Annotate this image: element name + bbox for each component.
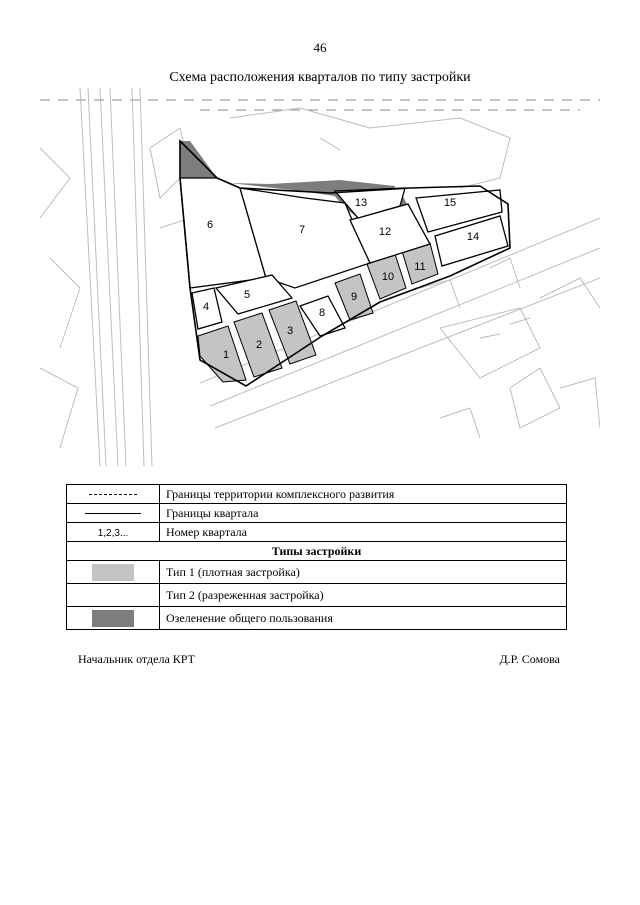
quarter-label-3: 3 (286, 325, 294, 337)
legend-symbol-solid (67, 504, 160, 523)
map-svg (40, 88, 600, 466)
quarters-map (40, 88, 600, 466)
legend-swatch-sparse (67, 584, 160, 607)
sparse-quarters (180, 178, 508, 336)
legend-row (67, 607, 567, 630)
quarter-label-5: 5 (243, 289, 251, 301)
legend-row (67, 561, 567, 584)
legend-label: Номер квартала (160, 523, 567, 542)
legend-label: Тип 2 (разреженная застройка) (160, 584, 567, 607)
quarter-label-13: 13 (354, 197, 368, 209)
page-title: Схема расположения кварталов по типу застройки (169, 70, 471, 85)
quarter-label-6: 6 (206, 219, 214, 231)
legend-section-row (67, 542, 567, 561)
quarter-label-8: 8 (318, 307, 326, 319)
quarter-label-10: 10 (381, 271, 395, 283)
signature-name: Д.Р. Сомова (499, 652, 560, 666)
legend-row (67, 523, 567, 542)
quarter-label-11: 11 (414, 261, 426, 273)
quarter-label-4: 4 (202, 301, 210, 313)
page-number: 46 (313, 40, 327, 55)
quarter-label-2: 2 (255, 339, 263, 351)
legend-table (66, 484, 567, 630)
legend-number-sample: 1,2,3... (97, 527, 129, 539)
legend-row (67, 584, 567, 607)
legend-section-title: Типы застройки (67, 542, 567, 561)
legend-label: Границы территории комплексного развития (160, 485, 567, 504)
legend-label: Озеленение общего пользования (160, 607, 567, 630)
legend-row (67, 485, 567, 504)
quarter-label-12: 12 (378, 226, 392, 238)
legend-symbol-numbers (67, 523, 160, 542)
legend-swatch-green (67, 607, 160, 630)
quarter-label-14: 14 (466, 231, 480, 243)
signature-position: Начальник отдела КРТ (78, 652, 195, 666)
quarter-label-15: 15 (443, 197, 457, 209)
legend-row (67, 504, 567, 523)
legend-label: Границы квартала (160, 504, 567, 523)
quarter-label-9: 9 (350, 291, 358, 303)
legend-symbol-dashed (67, 485, 160, 504)
legend-label: Тип 1 (плотная застройка) (160, 561, 567, 584)
quarter-label-7: 7 (298, 224, 306, 236)
quarter-label-1: 1 (222, 349, 230, 361)
legend-swatch-dense (67, 561, 160, 584)
